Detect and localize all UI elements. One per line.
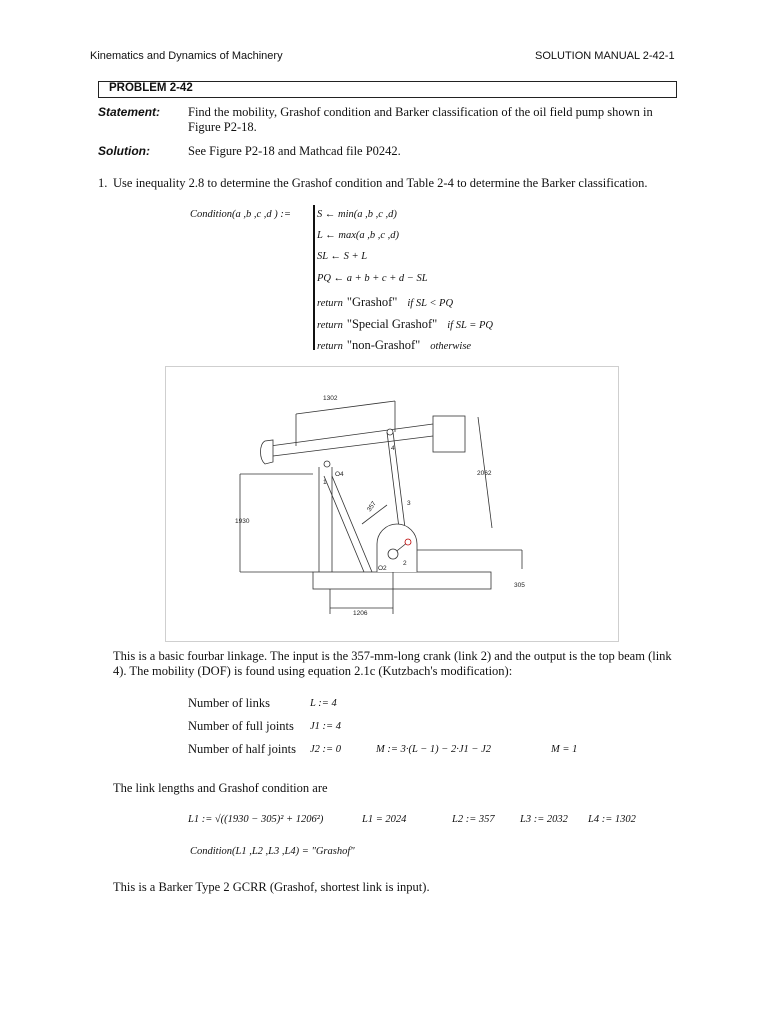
beam-end-box [433, 416, 465, 452]
solution-text: See Figure P2-18 and Mathcad file P0242. [188, 144, 401, 158]
header-title: Kinematics and Dynamics of Machinery [90, 50, 283, 62]
label-o2: O2 [378, 565, 387, 572]
solution-label: Solution: [98, 144, 150, 158]
l2-value: L2 := 357 [452, 814, 495, 825]
return-condition: if SL = PQ [447, 320, 493, 331]
program-return [317, 315, 493, 333]
dim-label-offset: 305 [514, 582, 525, 589]
return-string: "Grashof" [346, 295, 398, 309]
return-keyword: return [317, 341, 343, 352]
program-line: L ← max(a ,b ,c ,d) [317, 230, 400, 241]
l3-value: L3 := 2032 [520, 814, 568, 825]
para1-line2: 4). The mobility (DOF) is found using equation 2.1c (Kutzbach's modification): [113, 664, 513, 678]
beam-pivot [324, 461, 330, 467]
pump-linkage-diagram [165, 366, 617, 640]
beam-bottom-edge [273, 436, 433, 456]
dim-1302 [296, 401, 395, 414]
dim-label-bottom: 1206 [353, 610, 368, 617]
label-link4: 4 [391, 445, 395, 452]
base-slab [313, 572, 491, 589]
mobility-expr: J2 := 0 [310, 744, 341, 755]
mobility-expr: J1 := 4 [310, 721, 341, 732]
program-bar [313, 205, 315, 350]
statement-label: Statement: [98, 105, 161, 119]
return-string: "non-Grashof" [346, 338, 421, 352]
statement-line1: Find the mobility, Grashof condition and Barker classification of the oil field pump shown in [188, 105, 653, 119]
mobility-label: Number of half joints [188, 742, 296, 756]
para1-line1: This is a basic fourbar linkage. The input is the 357-mm-long crank (link 2) and the output is the top beam (link [113, 649, 672, 663]
mobility-expr: L := 4 [310, 698, 337, 709]
program-return [317, 336, 471, 354]
mobility-formula: M := 3·(L − 1) − 2·J1 − J2 [376, 744, 492, 755]
step-number: 1. [98, 176, 108, 190]
program-return [317, 293, 453, 311]
horse-head [261, 440, 274, 464]
brace-line [324, 476, 364, 572]
mobility-label: Number of full joints [188, 719, 294, 733]
dim-label-right-vertical: 2062 [477, 470, 492, 477]
beam-top-edge [270, 424, 433, 446]
mobility-result: M = 1 [551, 744, 578, 755]
label-link3: 3 [407, 500, 411, 507]
statement-line2: Figure P2-18. [188, 120, 257, 134]
label-link2: 2 [403, 560, 407, 567]
return-string: "Special Grashof" [346, 317, 438, 331]
return-condition: if SL < PQ [407, 298, 454, 309]
brace-line [332, 476, 372, 572]
mobility-label: Number of links [188, 696, 270, 710]
condition-call: Condition(L1 ,L2 ,L3 ,L4) = "Grashof" [190, 846, 355, 857]
dim-label-crank: 357 [365, 500, 378, 514]
label-o4: O4 [335, 471, 344, 478]
conclusion: This is a Barker Type 2 GCRR (Grashof, shortest link is input). [113, 880, 430, 894]
l1-value: L1 = 2024 [362, 814, 407, 825]
l1-definition: L1 := √((1930 − 305)² + 1206²) [188, 814, 324, 825]
return-keyword: return [317, 298, 343, 309]
crank-pivot [388, 549, 398, 559]
program-line: S ← min(a ,b ,c ,d) [317, 209, 397, 220]
dim-label-top-beam: 1302 [323, 395, 338, 402]
problem-title: PROBLEM 2-42 [109, 82, 193, 94]
pitman-top-pin [387, 429, 393, 435]
l4-value: L4 := 1302 [588, 814, 636, 825]
label-link1: 1 [323, 479, 327, 486]
header-page: SOLUTION MANUAL 2-42-1 [535, 50, 675, 62]
problem-title-box [98, 81, 677, 98]
return-condition: otherwise [430, 341, 472, 352]
return-keyword: return [317, 320, 343, 331]
step-text: Use inequality 2.8 to determine the Grashof condition and Table 2-4 to determine the Barker classification. [113, 176, 648, 190]
program-signature: Condition(a ,b ,c ,d ) := [190, 209, 291, 220]
dim-label-left-vertical: 1930 [235, 518, 250, 525]
crank-pin [405, 539, 411, 545]
program-line: SL ← S + L [317, 251, 368, 262]
para2: The link lengths and Grashof condition are [113, 781, 328, 795]
program-line: PQ ← a + b + c + d − SL [317, 273, 428, 284]
